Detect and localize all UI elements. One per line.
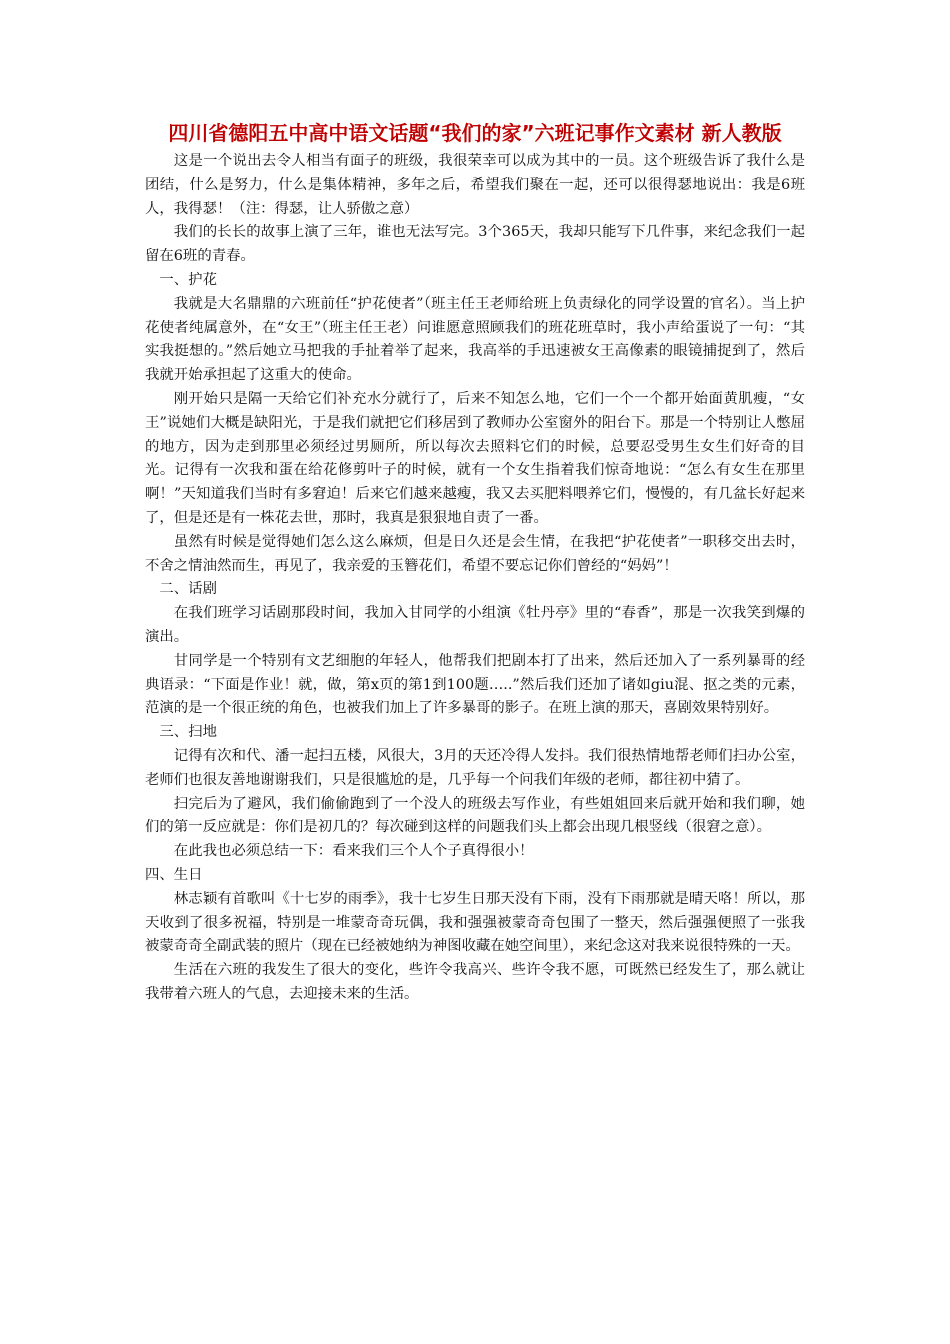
section-paragraph: 林志颖有首歌叫《十七岁的雨季》，我十七岁生日那天没有下雨，没有下雨那就是晴天咯！所以，那天收到了很多祝福，特别是一堆蒙奇奇玩偶，我和强强被蒙奇奇包围了一整天，然后强强便照了一张我被蒙奇奇全副武装的照片（现在已经被她纳为神图收藏在她空间里），来纪念这对我来说很特殊的一天。 <box>145 890 805 955</box>
section-paragraph: 虽然有时候是觉得她们怎么这么麻烦，但是日久还是会生情，在我把“护花使者”一职移交出去时，不舍之情油然而生，再见了，我亲爱的玉簪花们，希望不要忘记你们曾经的“妈妈”！ <box>145 533 805 574</box>
section-paragraph: 扫完后为了避风，我们偷偷跑到了一个没人的班级去写作业，有些姐姐回来后就开始和我们聊，她们的第一反应就是：你们是初几的？每次碰到这样的问题我们头上都会出现几根竖线（很窘之意）。 <box>145 795 805 836</box>
document-page <box>145 120 805 1007</box>
section-heading: 四、生日 <box>145 866 203 883</box>
section-paragraph: 记得有次和代、潘一起扫五楼，风很大，3月的天还冷得人发抖。我们很热情地帮老师们扫办公室，老师们也很友善地谢谢我们，只是很尴尬的是，几乎每一个问我们年级的老师，都往初中猜了。 <box>145 747 805 788</box>
section-paragraph: 生活在六班的我发生了很大的变化，些许令我高兴、些许令我不愿，可既然已经发生了，那么就让我带着六班人的气息，去迎接未来的生活。 <box>145 962 805 1002</box>
section-heading: 二、话剧 <box>159 581 217 598</box>
section-sheng-ri <box>145 864 805 1007</box>
document-title: 四川省德阳五中高中语文话题“我们的家”六班记事作文素材 新人教版 <box>168 121 782 145</box>
section-paragraph: 在我们班学习话剧那段时间，我加入甘同学的小组演《牡丹亭》里的“春香”，那是一次我笑到爆的演出。 <box>145 605 805 645</box>
section-hu-hua <box>145 269 805 578</box>
section-paragraph: 甘同学是一个特别有文艺细胞的年轻人，他帮我们把剧本打了出来，然后还加入了一系列暴哥的经典语录：“下面是作业！就，做，第x页的第1到100题…..”然后我们还加了诸如giu混、抠之类的元素，范演的是一个很正统的角色，也被我们加上了许多暴哥的影子。在班上演的那天，喜剧效果特别好。 <box>145 652 805 717</box>
section-paragraph: 在此我也必须总结一下：看来我们三个人个子真得很小！ <box>173 843 534 860</box>
section-paragraph: 刚开始只是隔一天给它们补充水分就行了，后来不知怎么地，它们一个一个都开始面黄肌瘦，“女王”说她们大概是缺阳光，于是我们就把它们移居到了教师办公室窗外的阳台下。那是一个特别让人憋屈的地方，因为走到那里必须经过男厕所，所以每次去照料它们的时候，总要忍受男生女生们好奇的目光。记得有一次我和蛋在给花修剪叶子的时候，就有一个女生指着我们惊奇地说：“怎么有女生在那里啊！”天知道我们当时有多窘迫！后来它们越来越瘦，我又去买肥料喂养它们，慢慢的，有几盆长好起来了，但是还是有一株花去世，那时，我真是狠狠地自责了一番。 <box>145 390 805 526</box>
section-paragraph: 我就是大名鼎鼎的六班前任“护花使者”（班主任王老师给班上负责绿化的同学设置的官名）。当上护花使者纯属意外，在“女王”（班主任王老）问谁愿意照顾我们的班花班草时，我小声给蛋说了一句：“其实我挺想的。”然后她立马把我的手扯着举了起来，我高举的手迅速被女王高像素的眼镜捕捉到了，然后我就开始承担起了这重大的使命。 <box>145 295 805 384</box>
section-heading: 一、护花 <box>159 271 217 288</box>
intro-paragraph-1: 这是一个说出去令人相当有面子的班级，我很荣幸可以成为其中的一员。这个班级告诉了我什么是团结，什么是努力，什么是集体精神，多年之后，希望我们聚在一起，还可以很得瑟地说出：我是6班人，我得瑟！（注：得瑟，让人骄傲之意） <box>145 153 805 217</box>
intro-paragraph-2: 我们的长长的故事上演了三年，谁也无法写完。3个365天，我却只能写下几件事，来纪念我们一起留在6班的青春。 <box>145 224 805 265</box>
section-heading: 三、扫地 <box>159 724 217 741</box>
section-hua-ju <box>145 578 805 721</box>
section-sao-di <box>145 721 805 864</box>
